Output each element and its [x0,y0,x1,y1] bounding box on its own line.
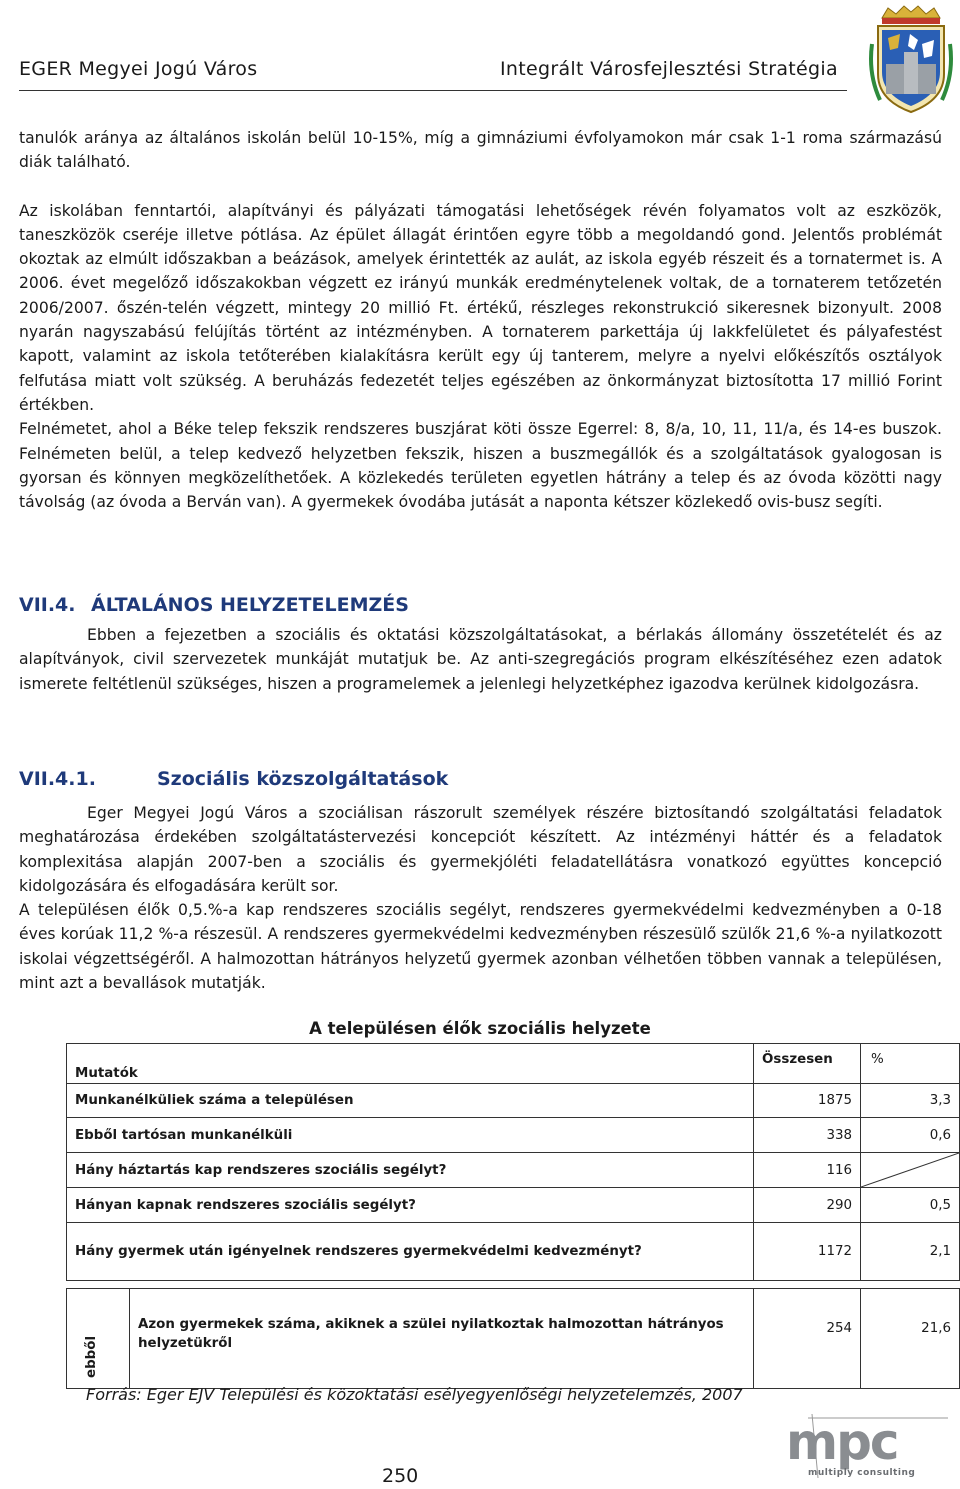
row-label: Hány gyermek után igényelnek rendszeres gyermekvédelmi kedvezményt? [67,1223,754,1281]
social-status-table [66,1043,960,1389]
row-pct: 21,6 [861,1289,960,1389]
header-pct: % [861,1044,960,1084]
diagonal-strike-icon [861,1153,959,1187]
paragraph: tanulók aránya az általános iskolán belül 10-15%, míg a gimnáziumi évfolyamokon már csak 1-1 roma származású diák található. [19,129,942,172]
mpc-logo-subtext: multiply consulting [808,1468,916,1478]
intro-paragraphs [19,126,942,514]
paragraph: Az iskolában fenntartói, alapítványi és pályázati támogatási lehetőségek révén folyamatos volt az eszközök, taneszközök cseréje illetve pótlása. Az épület állagát érintően egyre több a megoldandó gond. Jelentős problémát okoztak az elmúlt időszakban a beázások, amelyek érintették az aulát, az iskola egyéb részeit és a tornatermet is. A 2006. évet megelőző időszakokban végzett ez irányú munkák eredménytelenek voltak, de a tornaterem tetőzetén 2006/2007. őszén-telén végzett, mintegy 20 millió Ft. értékű, részleges rekonstrukció sikeresnek bizonyult. 2008 nyarán nagyszabású felújítás történt az intézményben. A tornaterem parkettája új lakkfelületet és pályafestést kapott, valamint az iskola tetőterében kialakításra került egy új tanterem, melyre a nyelvi előkészítős osztályok felfutása miatt volt szükség. A beruházás fedezetét teljes egészében az önkormányzat biztosította 17 millió Forint értékben. [19,201,942,414]
page-header [0,0,960,92]
paragraph: A településen élők 0,5.%-a kap rendszeres szociális segélyt, rendszeres gyermekvédelmi kedvezményben a 0-18 éves korúak 11,2 %-a részesül. A rendszeres gyermekvédelmi kedvezményben részesülő szülők 21,6 %-a nyilatkozott iskolai végzettségéről. A halmozottan hátrányos helyzetű gyermek azonban vélhetően többen vannak a településen, mint azt a bevallások mutatják. [19,901,942,993]
row-pct: 0,6 [861,1118,960,1153]
subsection-text [19,801,942,995]
subsection-title: Szociális közszolgáltatások [157,768,449,790]
header-city: EGER Megyei Jogú Város [19,58,258,80]
table-header-row [67,1044,960,1084]
table-row [67,1153,960,1188]
row-total: 338 [754,1118,861,1153]
section-title: ÁLTALÁNOS HELYZETELEMZÉS [91,594,409,616]
subsection-number: VII.4.1. [19,768,96,790]
header-label: Mutatók [67,1044,754,1084]
header-rule [19,90,847,91]
table-row [67,1223,960,1281]
header-total: Összesen [754,1044,861,1084]
page-number: 250 [382,1465,419,1487]
header-strategy: Integrált Városfejlesztési Stratégia [500,58,838,80]
table-spacer [67,1281,960,1289]
coat-of-arms-icon [868,4,954,116]
row-total: 1875 [754,1084,861,1118]
section-heading [19,594,409,616]
row-total: 254 [754,1289,861,1389]
table-spacer-row [67,1281,960,1289]
table-row [67,1188,960,1223]
table-row [67,1084,960,1118]
subsection-heading [19,768,448,790]
paragraph: Felnémetet, ahol a Béke telep fekszik rendszeres buszjárat köti össze Egerrel: 8, 8/a, 10, 11, 11/a, és 14-es buszok. Felnémeten belül, a telep kedvező helyzetben fekszik, hiszen a buszmegállók és a szolgáltatások gyalogosan is gyorsan és könnyen megközelíthetőek. A közlekedés területen egyetlen hátrány a telep és az óvoda közötti nagy távolság (az óvoda a Berván van). A gyermekek óvodába jutását a naponta kétszer közlekedő ovis-busz segíti. [19,420,942,512]
row-label: Ebből tartósan munkanélküli [67,1118,754,1153]
table-source: Forrás: Eger EJV Települési és közoktatási esélyegyenlőségi helyzetelemzés, 2007 [86,1385,743,1404]
paragraph: Eger Megyei Jogú Város a szociálisan rászorult személyek részére biztosítandó szolgáltatási feladatok meghatározása érdekében szolgáltatástervezési koncepciót készített. Az intézményi háttér és a feladatok komplexitása alapján 2007-ben a szociális és gyermekjóléti feladatellátásra vonatkozó együttes koncepció kidolgozására és elfogadására került sor. [19,804,942,895]
section-number: VII.4. [19,594,76,616]
table-title: A településen élők szociális helyzete [309,1019,651,1038]
table-sub-row [67,1289,960,1389]
row-label: Munkanélküliek száma a településen [67,1084,754,1118]
row-pct: 0,5 [861,1188,960,1223]
row-label: Azon gyermekek száma, akiknek a szülei nyilatkoztak halmozottan hátrányos helyzetükről [130,1289,754,1389]
sub-label-cell [67,1289,130,1389]
row-total: 116 [754,1153,861,1188]
mpc-logo [778,1412,948,1484]
row-total: 290 [754,1188,861,1223]
row-pct: 2,1 [861,1223,960,1281]
sub-label: ebből [84,1335,99,1378]
row-label: Hány háztartás kap rendszeres szociális segélyt? [67,1153,754,1188]
row-total: 1172 [754,1223,861,1281]
table-row [67,1118,960,1153]
row-label: Hányan kapnak rendszeres szociális segélyt? [67,1188,754,1223]
row-pct-empty [861,1153,960,1188]
mpc-logo-text: mpc [786,1413,898,1471]
row-pct: 3,3 [861,1084,960,1118]
section-text: Ebben a fejezetben a szociális és oktatási közszolgáltatásokat, a bérlakás állomány összetételét és az alapítványok, civil szervezetek munkáját mutatjuk be. Az anti-szegregációs program elkészítéséhez ezen adatok ismerete feltétlenül szükséges, hiszen a programelemek a jelenlegi helyzetképhez igazodva kerülnek kidolgozásra. [19,626,942,693]
